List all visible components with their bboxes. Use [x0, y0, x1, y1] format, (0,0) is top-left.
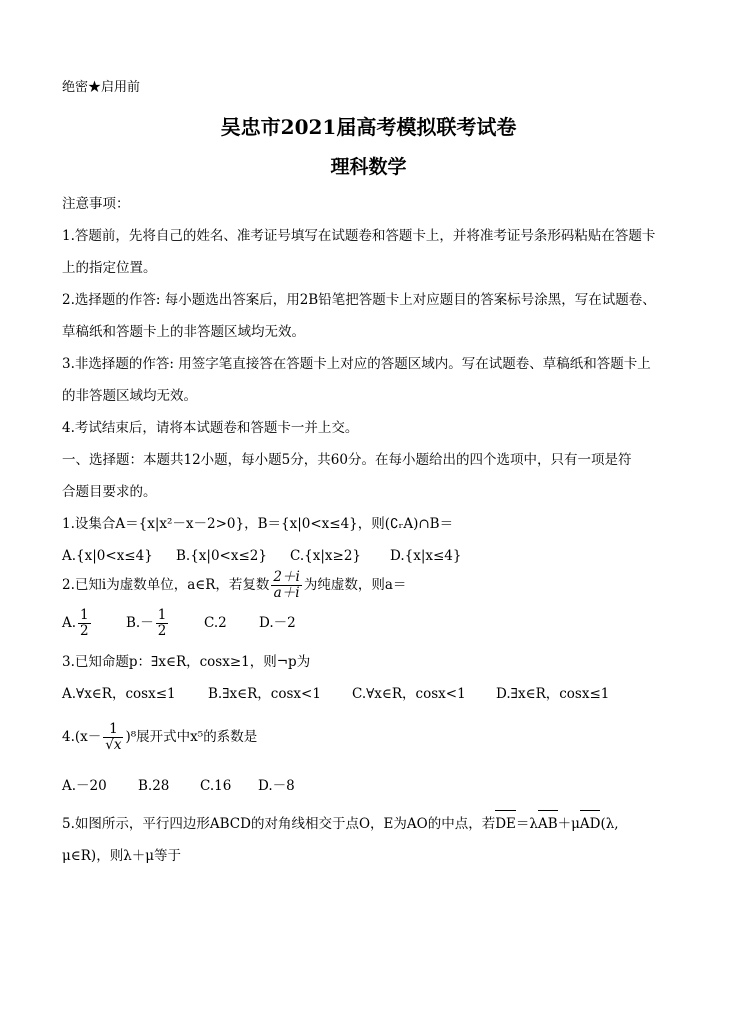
q4-option-a: A.－20 — [62, 778, 107, 794]
secret-mark: 绝密★启用前 — [62, 80, 141, 95]
q5-plus: ＋μ — [557, 816, 580, 832]
q3-option-d: D.∃x∈R，cosx≤1 — [496, 686, 610, 702]
q3-option-c: C.∀x∈R，cosx<1 — [352, 686, 466, 702]
q4-stem-post: )⁸展开式中x⁵的系数是 — [125, 729, 258, 745]
q3-options — [62, 684, 609, 704]
note-1a: 1.答题前，先将自己的姓名、准考证号填写在试题卷和答题卡上，并将准考证号条形码粘贴在答题卡 — [62, 228, 656, 244]
note-1b: 上的指定位置。 — [62, 260, 157, 276]
q2-option-d: D.－2 — [259, 615, 296, 631]
q5-stem — [62, 812, 619, 836]
q2-fraction — [271, 570, 301, 601]
section1-line1: 一、选择题：本题共12小题，每小题5分，共60分。在每小题给出的四个选项中，只有一项是符 — [62, 452, 632, 468]
exam-title: 吴忠市2021届高考模拟联考试卷 — [220, 115, 517, 139]
q5-line2: μ∈R)，则λ＋μ等于 — [62, 848, 182, 864]
vector-de: DE — [495, 812, 516, 836]
q2-option-a: A. $\frac{1}{2}$ — [62, 607, 89, 639]
note-2a: 2.选择题的作答: 每小题选出答案后，用2B铅笔把答题卡上对应题目的答案标号涂黑，写在试题卷、 — [62, 292, 656, 308]
note-3a: 3.非选择题的作答: 用签字笔直接答在答题卡上对应的答题区域内。写在试题卷、草稿纸和答题卡上 — [62, 356, 651, 372]
q3-stem: 3.已知命题p：∃x∈R，cosx≥1，则¬p为 — [62, 654, 311, 670]
q1-option-a: A.{x|0<x≤4} — [62, 548, 153, 564]
vector-ad: AD — [580, 812, 601, 836]
q4-option-c: C.16 — [200, 778, 232, 794]
q4-option-d: D.－8 — [258, 778, 295, 794]
q1-option-b: B.{x|0<x≤2} — [176, 548, 267, 564]
q2-stem — [62, 568, 406, 602]
q4-option-b: B.28 — [138, 778, 170, 794]
q3-option-a: A.∀x∈R，cosx≤1 — [62, 686, 176, 702]
q2-fraction-den: a＋i — [271, 585, 301, 601]
q2-options — [62, 606, 296, 640]
exam-subtitle: 理科数学 — [330, 156, 407, 178]
q4-options — [62, 776, 295, 796]
note-3b: 的非答题区域均无效。 — [62, 388, 197, 404]
q2-fraction-num: 2＋i — [273, 569, 300, 585]
note-2b: 草稿纸和答题卡上的非答题区域均无效。 — [62, 324, 305, 340]
q1-option-c: C.{x|x≥2} — [290, 548, 361, 564]
q2-option-c: C.2 — [204, 615, 227, 631]
q4-fraction-num: 1 — [109, 721, 118, 737]
q1-stem: 1.设集合A＝{x|x²－x－2>0}，B＝{x|0<x≤4}，则(∁ᵣA)∩B＝ — [62, 516, 454, 532]
vector-ab: AB — [538, 812, 558, 836]
q5-stem-pre: 5.如图所示，平行四边形ABCD的对角线相交于点O，E为AO的中点，若 — [62, 816, 496, 832]
q4-fraction-den: √x — [105, 737, 122, 753]
q5-eq: ＝λ — [515, 816, 538, 832]
q4-stem-pre: 4.(x－ — [62, 729, 102, 745]
q5-stem-post: (λ, — [600, 816, 619, 832]
notes-heading: 注意事项： — [62, 196, 130, 212]
q4-stem — [62, 718, 257, 756]
q2-option-b: B.－ $\frac{1}{2}$ — [126, 607, 167, 639]
note-4: 4.考试结束后，请将本试题卷和答题卡一并上交。 — [62, 420, 359, 436]
q1-options — [62, 546, 462, 566]
section1-line2: 合题目要求的。 — [62, 484, 157, 500]
q3-option-b: B.∃x∈R，cosx<1 — [208, 686, 321, 702]
q2-stem-pre: 2.已知i为虚数单位，a∈R，若复数 — [62, 577, 270, 593]
q1-option-d: D.{x|x≤4} — [390, 548, 462, 564]
q4-fraction — [103, 722, 123, 753]
q2-stem-post: 为纯虚数，则a＝ — [303, 577, 407, 593]
